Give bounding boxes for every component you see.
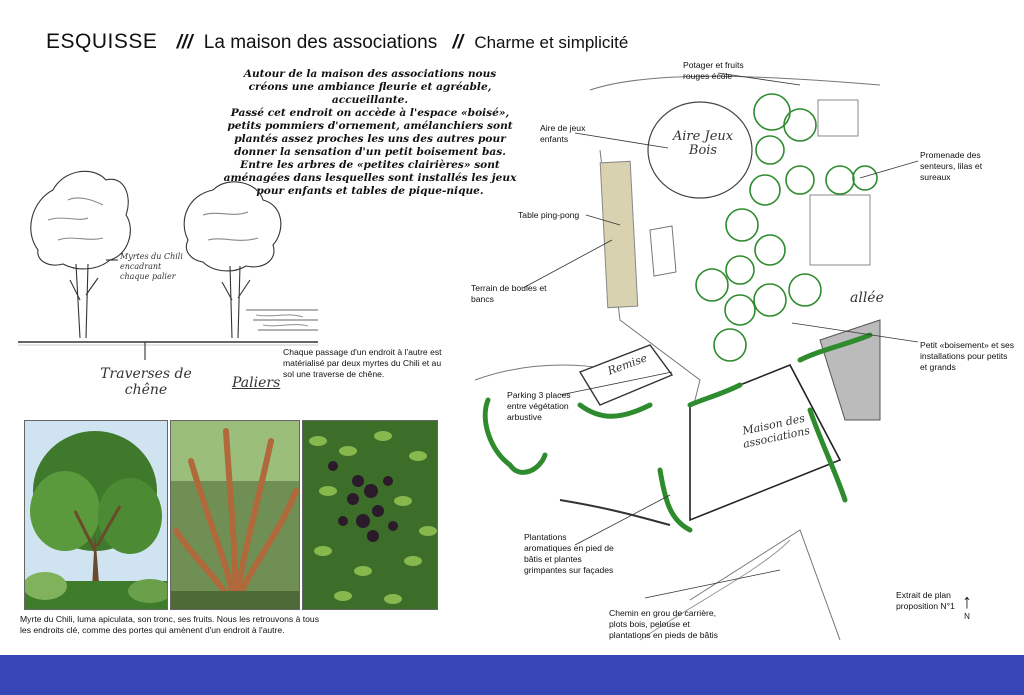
intro-line: créons une ambiance fleurie et agréable, [248,81,492,93]
photo-caption: Myrte du Chili, luma apiculata, son tronc, ses fruits. Nous les retrouvons à tous les endroits clé, comme des portes qui amènent d'un endroit à l'autre. [20,614,320,635]
photo-myrte-fruits [302,420,438,610]
intro-line: Autour de la maison des associations nous [243,68,497,80]
plan-hand-allee: allée [850,290,884,306]
plan-hand-maison: Maison des associations [741,411,811,451]
title-separator-2: // [452,32,464,53]
intro-line: plantés assez proches les uns des autres pour [234,133,506,145]
label-chemin: Chemin en grou de carrière, plots bois, pelouse et plantations en pieds de bâtis [609,608,718,640]
intro-line: aménagées dans lesquelles sont installés les jeux [223,172,517,184]
label-potager: Potager et fruits rouges école [683,60,744,81]
title-subtitle: La maison des associations [203,32,438,53]
intro-line: donner la sensation d'un petit boisement bas. [234,146,506,158]
intro-line: Entre les arbres de «petites clairières» sont [240,159,500,171]
label-plantations: Plantations aromatiques en pied de bâtis et plantes grimpantes sur façades [524,532,614,575]
title-esquisse: ESQUISSE [46,30,158,53]
sketch-label-paliers: Paliers [232,375,281,391]
label-aire-jeux: Aire de jeux enfants [540,123,586,144]
intro-line: Passé cet endroit on accède à l'espace «boisé», [230,107,510,119]
north-arrow [962,592,972,621]
label-parking: Parking 3 places entre végétation arbustive [507,390,571,422]
north-arrow-icon: ↑ [962,591,972,613]
label-boisement: Petit «boisement» et ses installations pour petits et grands [920,340,1015,372]
page-title [46,30,628,54]
plan-hand-remise: Remise [606,351,649,378]
sketch-label-traverses: Traverses de chêne [100,366,192,398]
title-separator: /// [176,32,193,53]
photo-myrte-tree [24,420,168,610]
photo-myrte-trunk [170,420,300,610]
intro-line: pour enfants et tables de pique-nique. [256,185,484,197]
sketch-label-myrtes: Myrtes du Chili encadrant chaque palier [120,252,183,281]
title-tagline: Charme et simplicité [474,33,629,52]
north-label: N [964,612,970,621]
passage-note: Chaque passage d'un endroit à l'autre est matérialisé par deux myrtes du Chili et au sol une traverse de chêne. [283,347,442,379]
plan-extract-label: Extrait de plan proposition N°1 [896,590,955,611]
label-ping-pong: Table ping-pong [518,210,580,220]
plan-hand-aire: Aire Jeux Bois [672,129,734,158]
label-promenade: Promenade des senteurs, lilas et sureaux [920,150,983,182]
label-boules: Terrain de boules et bancs [471,283,547,304]
intro-line: petits pommiers d'ornement, amélanchiers sont [227,120,513,132]
intro-line: accueillante. [331,94,409,106]
bottom-accent-bar [0,655,1024,695]
